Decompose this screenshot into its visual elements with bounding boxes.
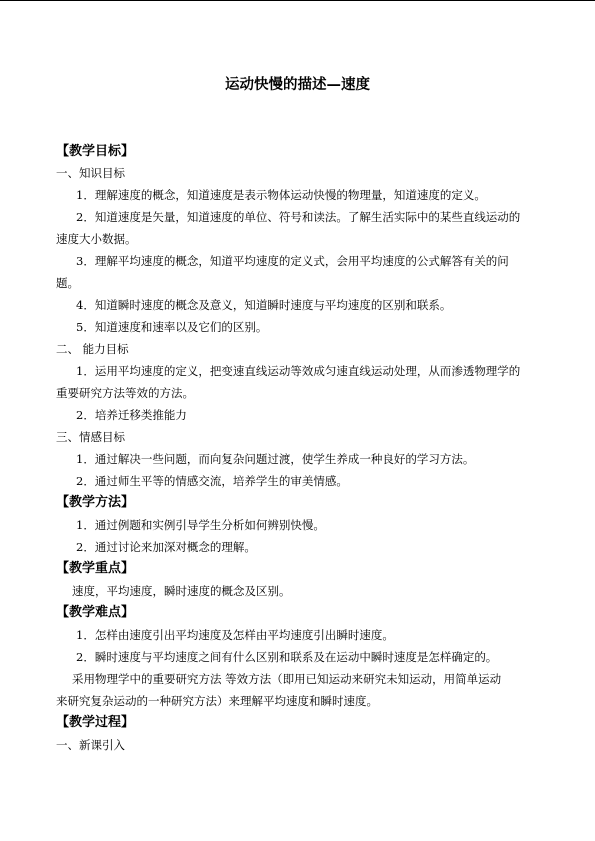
list-item-continuation: 重要研究方法等效的方法。	[56, 386, 194, 400]
list-item: 1．理解速度的概念，知道速度是表示物体运动快慢的物理量，知道速度的定义。	[76, 188, 486, 202]
list-item: 一、新课引入	[56, 738, 125, 752]
paragraph-line: 采用物理学中的重要研究方法 等效方法（即用已知运动来研究未知运动，用简单运动	[72, 672, 502, 686]
list-item: 1．怎样由速度引出平均速度及怎样由平均速度引出瞬时速度。	[76, 628, 394, 642]
list-item-continuation: 题。	[56, 276, 79, 290]
subsection-label-knowledge: 一、知识目标	[56, 166, 125, 180]
list-item: 2．培养迁移类推能力	[76, 408, 187, 422]
paragraph-line: 来研究复杂运动的一种研究方法）来理解平均速度和瞬时速度。	[56, 694, 378, 708]
subsection-label-ability: 二、 能力目标	[56, 342, 129, 356]
list-item: 2．知道速度是矢量，知道速度的单位、符号和读法。了解生活实际中的某些直线运动的	[76, 210, 521, 224]
page-top-rule	[0, 0, 595, 1]
section-heading-methods: 【教学方法】	[56, 495, 135, 510]
list-item: 2．通过讨论来加深对概念的理解。	[76, 540, 256, 554]
section-heading-difficulties: 【教学难点】	[56, 605, 135, 620]
section-heading-key-points: 【教学重点】	[56, 561, 135, 576]
key-points-text: 速度，平均速度，瞬时速度的概念及区别。	[72, 584, 291, 598]
list-item-continuation: 速度大小数据。	[56, 232, 137, 246]
list-item: 1．通过解决一些问题，而向复杂问题过渡，使学生养成一种良好的学习方法。	[76, 452, 475, 466]
subsection-label-emotion: 三、情感目标	[56, 430, 125, 444]
document-title: 运动快慢的描述—速度	[225, 77, 370, 93]
section-heading-process: 【教学过程】	[56, 715, 135, 730]
list-item: 4．知道瞬时速度的概念及意义，知道瞬时速度与平均速度的区别和联系。	[76, 298, 452, 312]
list-item: 2．瞬时速度与平均速度之间有什么区别和联系及在运动中瞬时速度是怎样确定的。	[76, 650, 498, 664]
list-item: 1．运用平均速度的定义，把变速直线运动等效成匀速直线运动处理，从而渗透物理学的	[76, 364, 521, 378]
list-item: 2．通过师生平等的情感交流，培养学生的审美情感。	[76, 474, 348, 488]
list-item: 3．理解平均速度的概念，知道平均速度的定义式，会用平均速度的公式解答有关的问	[76, 254, 509, 268]
list-item: 5．知道速度和速率以及它们的区别。	[76, 320, 268, 334]
section-heading-objectives: 【教学目标】	[56, 144, 135, 159]
list-item: 1．通过例题和实例引导学生分析如何辨别快慢。	[76, 518, 325, 532]
